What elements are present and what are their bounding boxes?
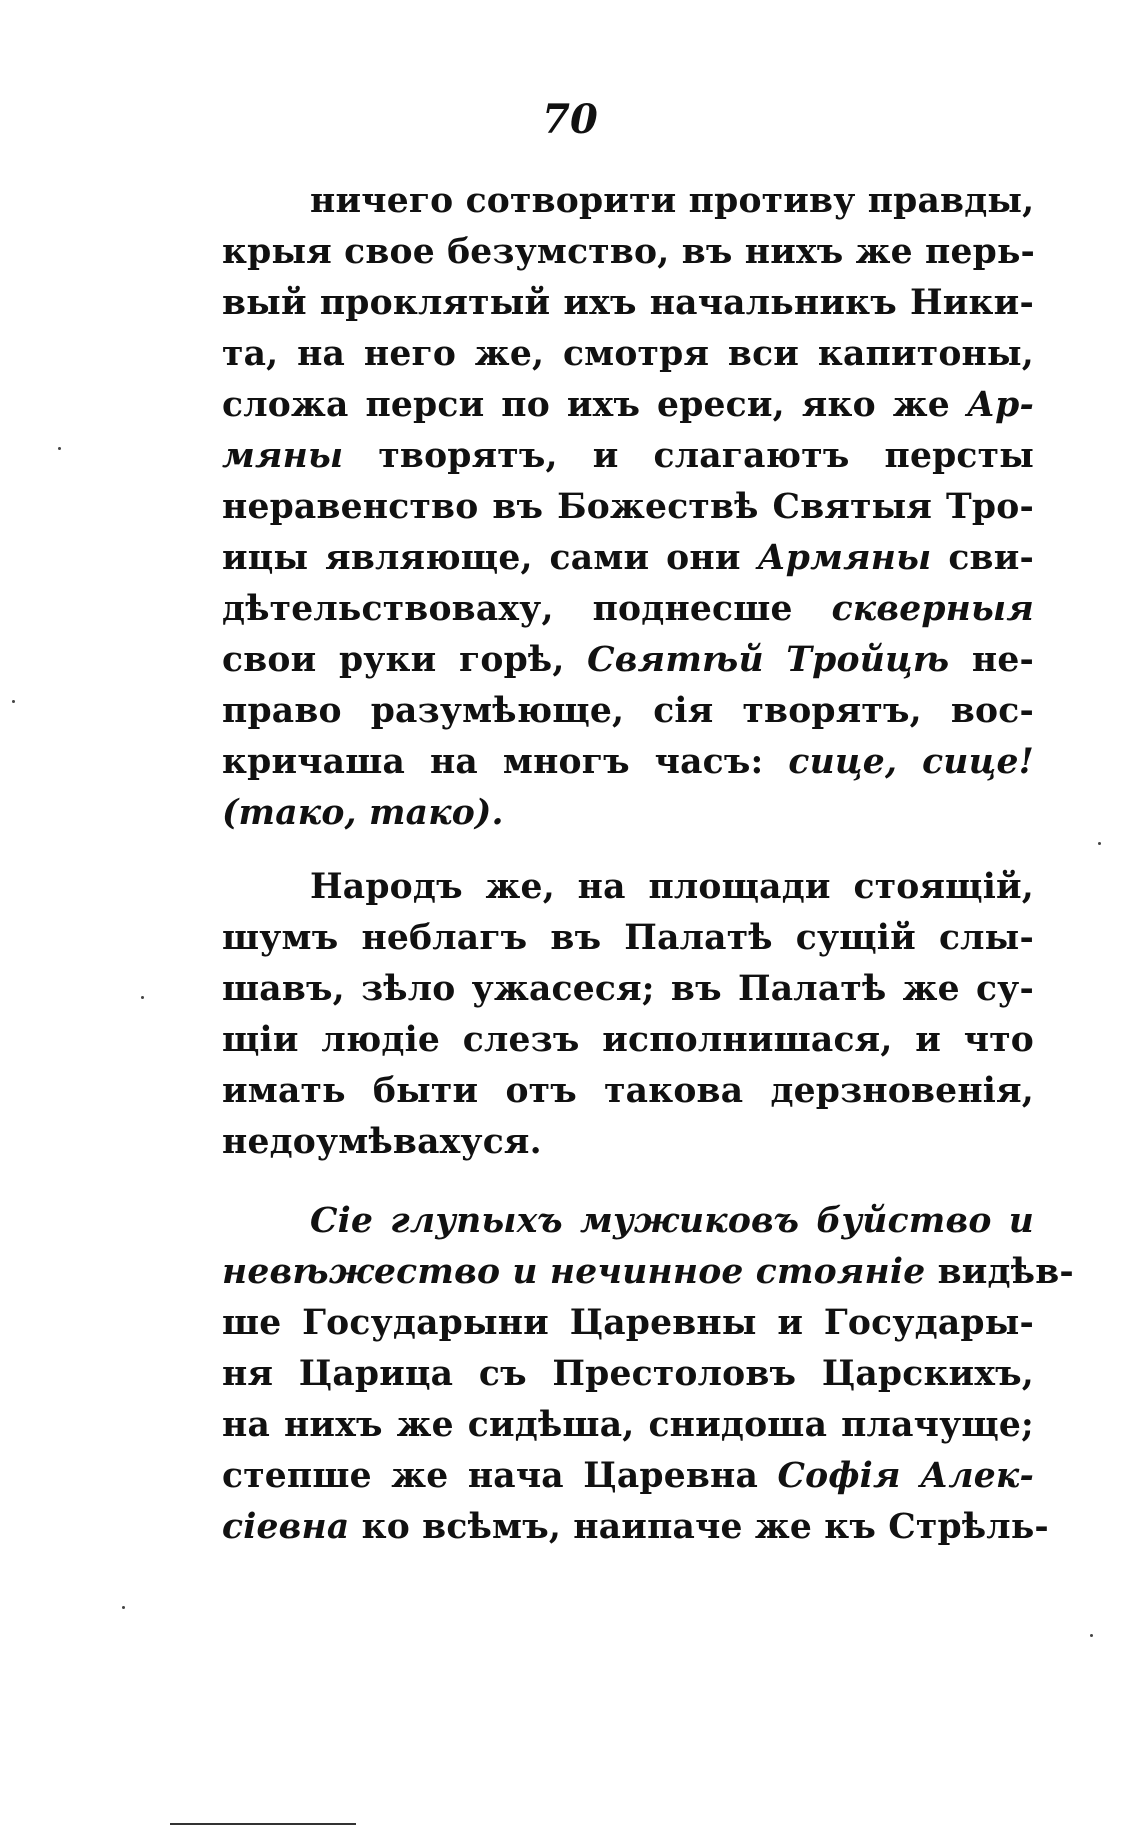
text-span: недоумѣвахуся. [222, 1122, 542, 1162]
text-span: не- [949, 640, 1034, 680]
italic-text: (тако, тако). [222, 793, 504, 833]
text-line [222, 788, 1034, 839]
print-speck [12, 700, 15, 703]
text-span: творятъ, и слагаютъ персты [343, 436, 1034, 476]
text-line [222, 1117, 1034, 1168]
text-span: свои руки горѣ, [222, 640, 588, 680]
text-line [222, 686, 1034, 737]
text-span: ше Государыни Царевны и Государы- [222, 1303, 1034, 1343]
italic-text: Софія Алек- [777, 1456, 1034, 1496]
text-span: сложа перси по ихъ ереси, яко же [222, 385, 967, 425]
text-line [222, 227, 1034, 278]
text-line [222, 533, 1034, 584]
text-span: вый проклятый ихъ начальникъ Ники- [222, 283, 1034, 323]
text-span: дѣтельствоваху, поднесше [222, 589, 832, 629]
text-line [222, 1451, 1034, 1502]
text-span: ня Царица съ Престоловъ Царскихъ, [222, 1354, 1034, 1394]
text-line [222, 278, 1034, 329]
text-span: щіи людіе слезъ исполнишася, и что [222, 1020, 1034, 1060]
text-line [222, 176, 1034, 227]
text-span: кричаша на многъ часъ: [222, 742, 789, 782]
text-span: шавъ, зѣло ужасеся; въ Палатѣ же су- [222, 969, 1034, 1009]
italic-text: невѣжество и нечинное стояніе [222, 1252, 926, 1292]
text-line [222, 380, 1034, 431]
italic-text: Армяны [757, 538, 932, 578]
text-line [222, 635, 1034, 686]
text-span: на нихъ же сидѣша, снидоша плачуще; [222, 1405, 1034, 1445]
print-speck [141, 996, 144, 999]
page-number: 70 [542, 96, 598, 143]
text-line [222, 1298, 1034, 1349]
paragraph-1 [222, 176, 1034, 839]
italic-text: скверныя [831, 589, 1034, 629]
text-span: степше же нача Царевна [222, 1456, 778, 1496]
text-line [222, 482, 1034, 533]
text-line [222, 964, 1034, 1015]
print-speck [1098, 842, 1101, 845]
text-span: шумъ неблагъ въ Палатѣ сущій слы- [222, 918, 1034, 958]
print-speck [1090, 1634, 1093, 1637]
footer-rule [170, 1823, 356, 1825]
italic-text: Ар- [966, 385, 1034, 425]
text-line [222, 329, 1034, 380]
italic-text: сіевна [222, 1507, 350, 1547]
text-span: ничего сотворити противу правды, [310, 181, 1035, 221]
text-line [222, 1400, 1034, 1451]
text-span: сви- [931, 538, 1035, 578]
text-line [222, 862, 1034, 913]
italic-text: Святѣй Тройцѣ [587, 640, 950, 680]
text-line [222, 584, 1034, 635]
text-line [222, 1349, 1034, 1400]
text-line [222, 1196, 1034, 1247]
paragraph-2 [222, 862, 1034, 1168]
text-line [222, 1502, 1049, 1553]
text-span: неравенство въ Божествѣ Святыя Тро- [222, 487, 1034, 527]
text-line [222, 737, 1034, 788]
text-line [222, 1247, 1074, 1298]
text-line [222, 1066, 1034, 1117]
italic-text: мяны [222, 436, 344, 476]
text-span: имать быти отъ такова дерзновенія, [222, 1071, 1034, 1111]
italic-text: сице, сице! [788, 742, 1034, 782]
italic-text: Сіе глупыхъ мужиковъ буйство и [310, 1201, 1034, 1241]
text-span: право разумѣюще, сія творятъ, вос- [222, 691, 1034, 731]
text-span: ко всѣмъ, наипаче же къ Стрѣль- [349, 1507, 1049, 1547]
text-span: Народъ же, на площади стоящій, [310, 867, 1034, 907]
text-line [222, 431, 1034, 482]
paragraph-3 [222, 1196, 1074, 1553]
text-line [222, 1015, 1034, 1066]
print-speck [58, 447, 61, 450]
text-line [222, 913, 1034, 964]
text-span: ицы являюще, сами они [222, 538, 758, 578]
text-span: крыя свое безумство, въ нихъ же перь- [222, 232, 1036, 272]
print-speck [122, 1606, 125, 1609]
text-span: та, на него же, смотря вси капитоны, [222, 334, 1034, 374]
text-span: видѣв- [925, 1252, 1074, 1292]
